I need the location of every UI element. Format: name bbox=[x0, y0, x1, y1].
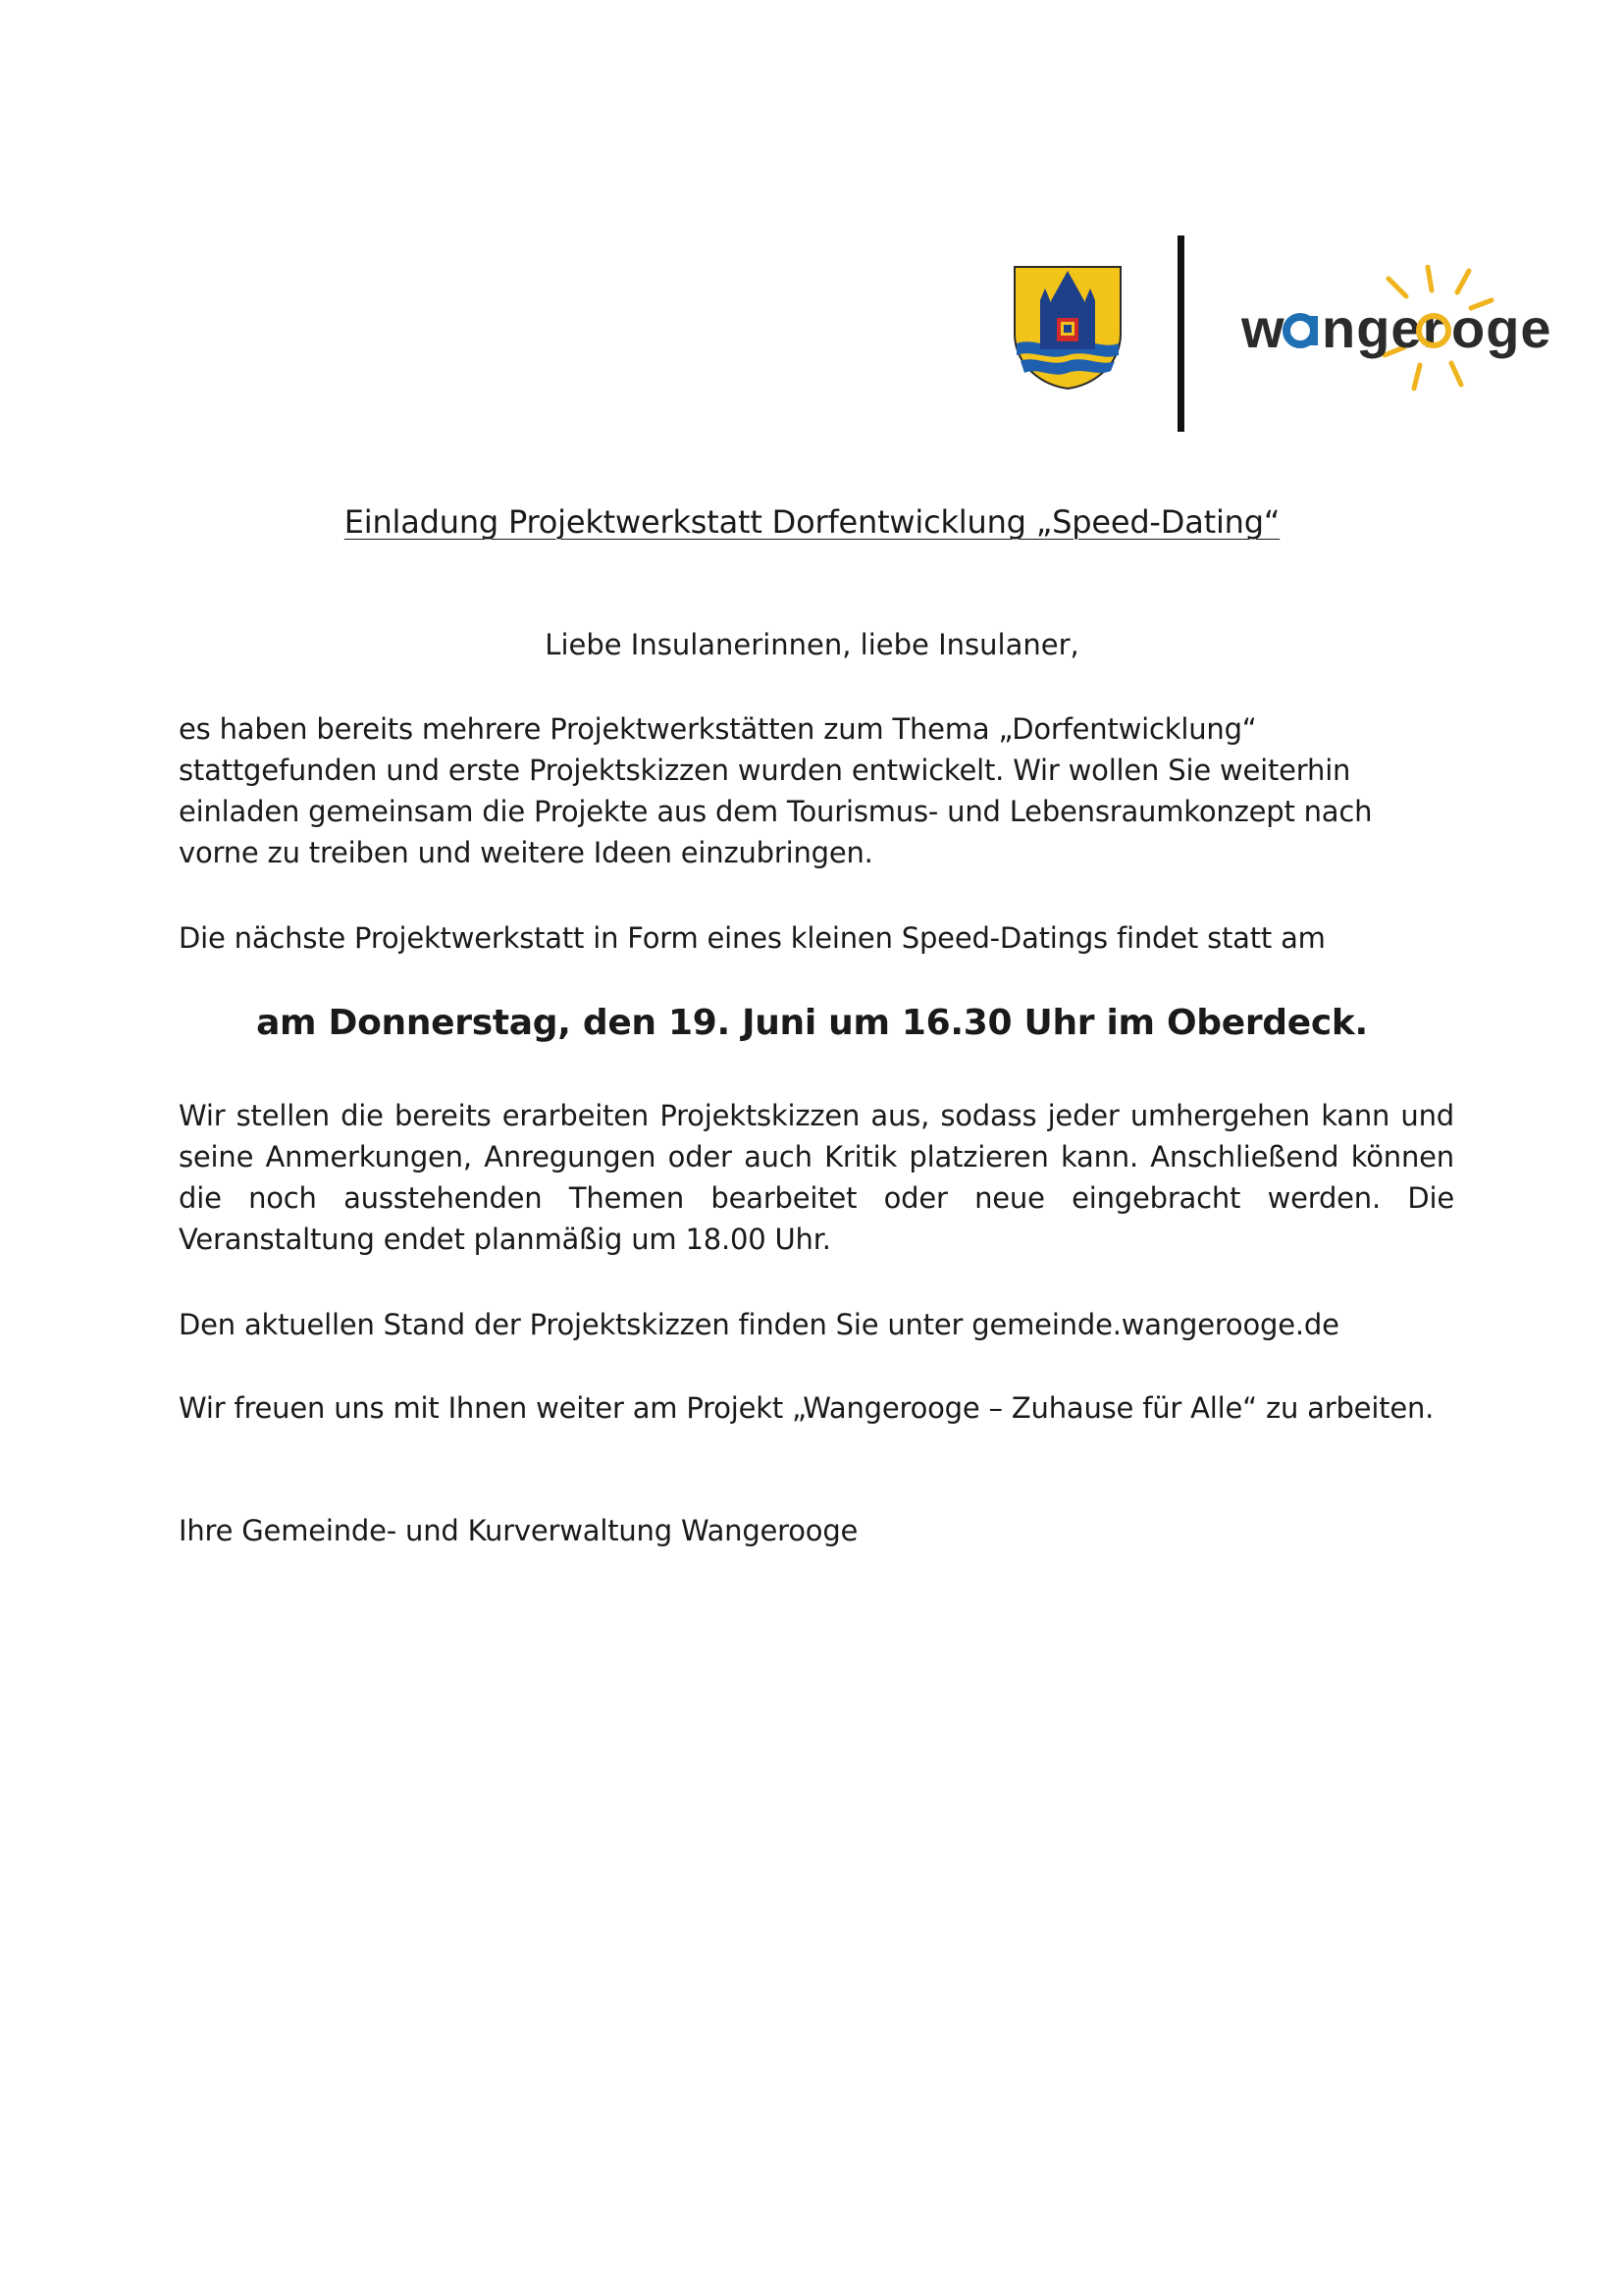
paragraph-announcement: Die nächste Projektwerkstatt in Form eines kleinen Speed-Datings findet statt am bbox=[179, 921, 1326, 955]
svg-text:oge: oge bbox=[1451, 297, 1552, 359]
letterhead bbox=[1001, 226, 1590, 442]
wangerooge-logo bbox=[1241, 265, 1575, 392]
paragraph-website: Den aktuellen Stand der Projektskizzen finden Sie unter gemeinde.wangerooge.de bbox=[179, 1308, 1339, 1341]
svg-text:nger: nger bbox=[1322, 297, 1445, 359]
svg-text:w: w bbox=[1241, 297, 1285, 359]
signature: Ihre Gemeinde- und Kurverwaltung Wangerooge bbox=[179, 1514, 859, 1547]
document-title: Einladung Projektwerkstatt Dorfentwicklung „Speed-Dating“ bbox=[343, 503, 1281, 541]
paragraph-closing: Wir freuen uns mit Ihnen weiter am Projekt „Wangerooge – Zuhause für Alle“ zu arbeiten. bbox=[179, 1391, 1435, 1425]
salutation: Liebe Insulanerinnen, liebe Insulaner, bbox=[545, 628, 1079, 661]
brand-accent-a bbox=[1286, 316, 1318, 345]
paragraph-intro: es haben bereits mehrere Projektwerkstätten zum Thema „Dorfentwicklung“ stattgefunden und erste Projektskizzen wurden entwickelt. Wir wollen Sie weiterhin einladen gemeinsam die Projekte aus dem Tourismus- und Lebensraumkonzept nach vorne zu treiben und weitere Ideen einzubringen. bbox=[179, 712, 1373, 869]
event-date-highlight: am Donnerstag, den 19. Juni um 16.30 Uhr im Oberdeck. bbox=[256, 1003, 1368, 1043]
coat-of-arms-icon bbox=[1013, 265, 1123, 391]
letterhead-divider bbox=[1178, 235, 1184, 432]
paragraph-details: Wir stellen die bereits erarbeiten Projektskizzen aus, sodass jeder umhergehen kann und seine Anmerkungen, Anregungen oder auch Kritik platzieren kann. Anschließend können die noch ausstehenden Themen bearbeitet oder neue eingebracht werden. Die Veranstaltung endet planmäßig um 18.00 Uhr. bbox=[179, 1099, 1454, 1256]
